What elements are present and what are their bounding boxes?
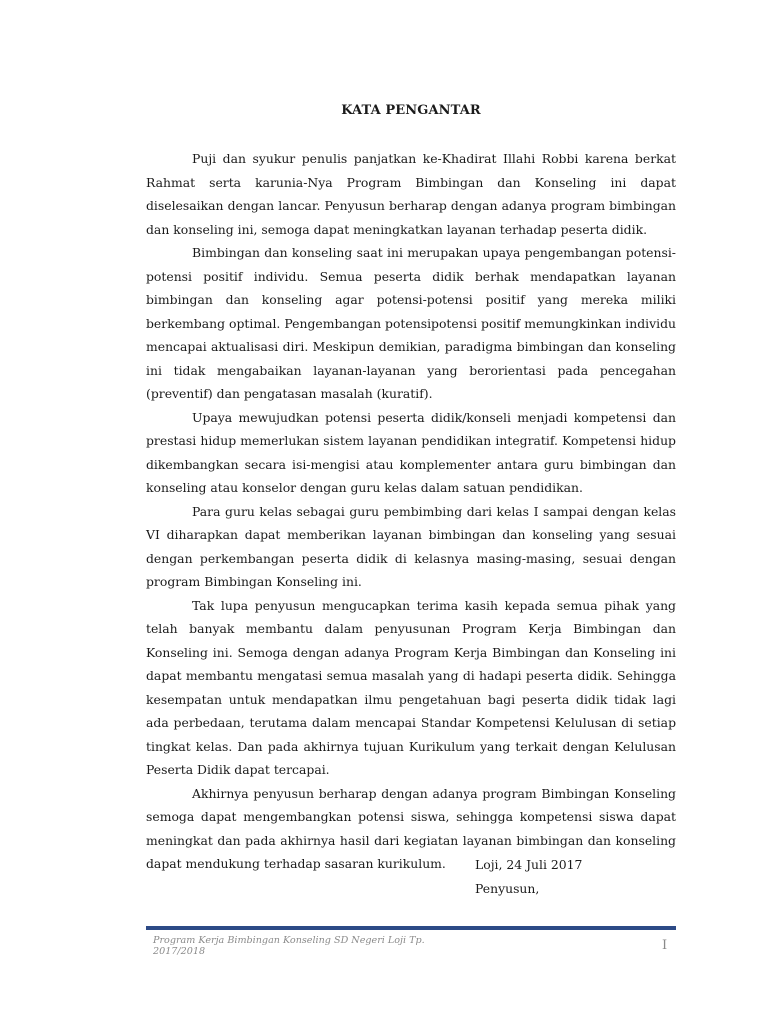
page-number: I	[662, 938, 668, 953]
paragraph-6: Akhirnya penyusun berharap dengan adanya program Bimbingan Konseling semoga dapat mengembangkan potensi siswa, sehingga kompetensi siswa dapat meningkat dan pada akhirnya hasil dari kegiatan layanan bimbingan dan konseling dapat mendukung terhadap sasaran kurikulum.	[146, 785, 676, 871]
signature-label: Penyusun,	[475, 880, 540, 896]
paragraph-3: Upaya mewujudkan potensi peserta didik/konseli menjadi kompetensi dan prestasi hidup memerlukan sistem layanan pendidikan integratif. Kompetensi hidup dikembangkan secara isi-mengisi atau komplementer antara guru bimbingan dan konseling atau konselor dengan guru kelas dalam satuan pendidikan.	[146, 409, 676, 495]
footer-text: Program Kerja Bimbingan Konseling SD Negeri Loji Tp. 2017/2018	[153, 935, 425, 957]
place-date: Loji, 24 Juli 2017	[475, 857, 583, 872]
paragraph-4: Para guru kelas sebagai guru pembimbing dari kelas I sampai dengan kelas VI diharapkan dapat memberikan layanan bimbingan dan konseling yang sesuai dengan perkembangan peserta didik di kelasnya masing-masing, sesuai dengan program Bimbingan Konseling ini.	[146, 503, 676, 589]
paragraph-1: Puji dan syukur penulis panjatkan ke-Khadirat Illahi Robbi karena berkat Rahmat serta karunia-Nya Program Bimbingan dan Konseling ini dapat diselesaikan dengan lancar. Penyusun berharap dengan adanya program bimbingan dan konseling ini, semoga dapat meningkatkan layanan terhadap peserta didik.	[146, 151, 676, 237]
footer-divider	[146, 926, 676, 930]
closing-block	[475, 853, 582, 900]
body-text	[146, 147, 676, 876]
page-title: KATA PENGANTAR	[341, 103, 481, 118]
paragraph-2: Bimbingan dan konseling saat ini merupakan upaya pengembangan potensi-potensi positif individu. Semua peserta didik berhak mendapatkan layanan bimbingan dan konseling agar potensi-potensi positif yang mereka miliki berkembang optimal. Pengembangan potensipotensi positif memungkinkan individu mencapai aktualisasi diri. Meskipun demikian, paradigma bimbingan dan konseling ini tidak mengabaikan layanan-layanan yang berorientasi pada pencegahan (preventif) dan pengatasan masalah (kuratif).	[146, 245, 676, 401]
paragraph-5: Tak lupa penyusun mengucapkan terima kasih kepada semua pihak yang telah banyak membantu dalam penyusunan Program Kerja Bimbingan dan Konseling ini. Semoga dengan adanya Program Kerja Bimbingan dan Konseling ini dapat membantu mengatasi semua masalah yang di hadapi peserta didik. Sehingga kesempatan untuk mendapatkan ilmu pengetahuan bagi peserta didik tidak lagi ada perbedaan, terutama dalam mencapai Standar Kompetensi Kelulusan di setiap tingkat kelas. Dan pada akhirnya tujuan Kurikulum yang terkait dengan Kelulusan Peserta Didik dapat tercapai.	[146, 597, 676, 777]
